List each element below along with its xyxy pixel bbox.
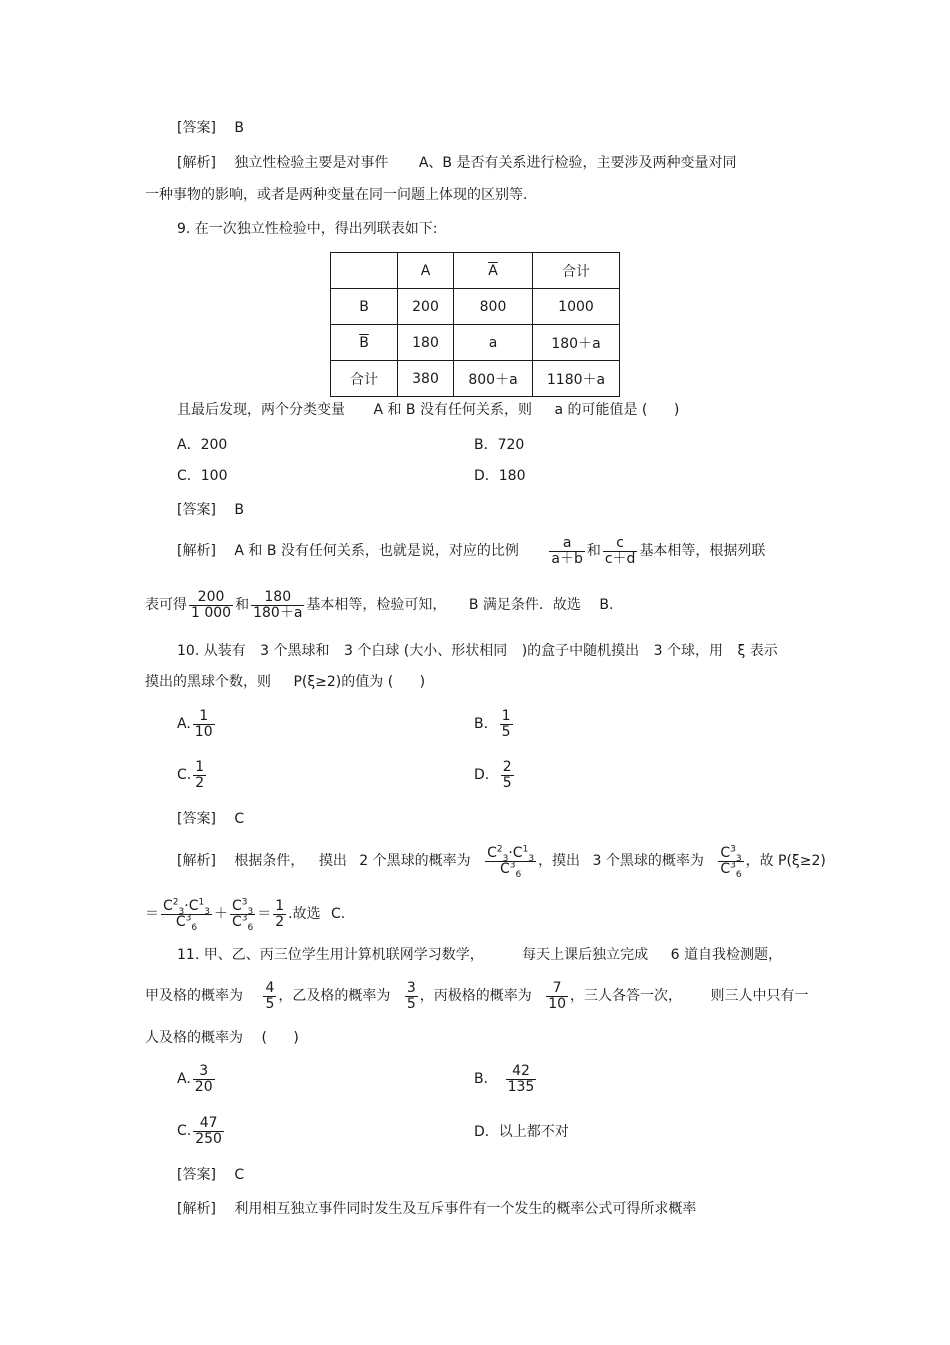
table-cell: $\overline{B}$ — [331, 325, 398, 361]
answer-label: [答案] — [177, 811, 216, 827]
explanation-text: A、B 是否有关系进行检验，主要涉及两种变量对同 — [418, 155, 737, 171]
fraction — [603, 536, 638, 567]
answer-line-9 — [177, 500, 244, 520]
fraction-numerator: 1 — [275, 897, 285, 914]
option-d: D．180 — [474, 468, 526, 484]
fraction — [549, 536, 584, 567]
option-label: A. — [177, 1071, 191, 1087]
explanation-text: 根据条件， — [234, 853, 305, 869]
stem-text: ( — [261, 1030, 267, 1046]
explanation-line-8b: 一种事物的影响，或者是两种变量在同一问题上体现的区别等. — [145, 187, 528, 203]
option-label: B． — [474, 716, 498, 732]
fraction — [506, 1064, 537, 1095]
table-cell: 1180＋a — [533, 361, 620, 397]
fraction-denominator: 250 — [195, 1130, 222, 1147]
explanation-text: 利用相互独立事件同时发生及互斥事件有一个发生的概率公式可得所求概率 — [234, 1201, 697, 1217]
fraction — [193, 709, 215, 740]
fraction-denominator: 10 — [548, 995, 567, 1012]
explanation-text: B 满足条件．故选 — [468, 597, 581, 613]
fraction-numerator: $C^2_3\cdot C^1_3$ — [487, 843, 535, 864]
explanation-text: C. — [331, 906, 346, 922]
question-10-stem-b — [145, 672, 425, 692]
combination-fraction — [718, 843, 743, 880]
stem-text: )的盒子中随机摸出 — [521, 643, 640, 659]
stem-text: ，乙及格的概率为 — [278, 988, 391, 1004]
fraction-denominator: a＋b — [551, 550, 583, 567]
fraction-denominator: 180＋a — [253, 604, 303, 621]
stem-text: ξ 表示 — [737, 643, 778, 659]
option-a — [177, 1062, 217, 1096]
answer-value: C — [234, 811, 245, 827]
ask-text: A 和 B 没有任何关系，则 — [373, 402, 532, 418]
stem-text: 11. 甲、乙、丙三位学生用计算机联网学习数学， — [177, 947, 484, 963]
table-header-row — [331, 253, 620, 289]
stem-text: ) — [419, 674, 426, 690]
fraction-denominator: c＋d — [604, 550, 636, 567]
explanation-text: 表可得 — [145, 597, 187, 613]
explanation-text: 和 — [586, 543, 601, 559]
fraction-denominator: $C^3_6$ — [231, 912, 254, 933]
question-11-stem-b — [145, 977, 808, 1015]
table-row — [331, 289, 620, 325]
explanation-text: 3 个黑球的概率为 — [592, 853, 704, 869]
fraction — [405, 981, 418, 1012]
stem-text: ) — [293, 1030, 299, 1046]
math-symbol: ＝ — [145, 906, 159, 922]
stem-text: ，丙极格的概率为 — [419, 988, 532, 1004]
ask-text: a 的可能值是 ( — [554, 402, 648, 418]
fraction-numerator: 2 — [502, 758, 512, 775]
answer-label: [答案] — [177, 1167, 216, 1183]
fraction-numerator: $C^3_3$ — [720, 843, 742, 864]
answer-line-11 — [177, 1165, 244, 1185]
explanation-text: A 和 B 没有任何关系，也就是说，对应的比例 — [234, 543, 519, 559]
fraction-numerator: a — [549, 536, 584, 552]
option-d: D．以上都不对 — [474, 1124, 569, 1140]
explanation-label: [解析] — [177, 1201, 216, 1217]
stem-text: 3 个白球 (大小、形状相同 — [343, 643, 508, 659]
fraction-denominator: 5 — [501, 723, 511, 740]
fraction-denominator: $C^3_6$ — [175, 912, 198, 933]
fraction-denominator: 10 — [194, 723, 213, 740]
option-label: C. — [177, 1123, 192, 1139]
fraction-numerator: 4 — [265, 979, 275, 996]
explanation-line-10a — [177, 842, 826, 880]
option-b — [474, 707, 515, 741]
explanation-line-8a — [177, 153, 736, 173]
explanation-text: 独立性检验主要是对事件 — [234, 155, 389, 171]
fraction-numerator: 180 — [251, 590, 304, 606]
math-symbol: ＝ — [257, 906, 272, 922]
fraction-denominator: $C^3_6$ — [720, 859, 742, 880]
fraction-denominator: 5 — [406, 995, 416, 1012]
fraction — [500, 709, 513, 740]
stem-text: 人及格的概率为 — [145, 1030, 243, 1046]
fraction-numerator: $C^3_3$ — [231, 896, 254, 917]
table-cell: B — [331, 289, 398, 325]
option-a: A．200 — [177, 437, 228, 453]
question-9-stem: 9. 在一次独立性检验中，得出列联表如下: — [177, 221, 438, 237]
answer-line-10 — [177, 809, 244, 829]
option-c — [177, 758, 208, 792]
fraction-denominator: 1 000 — [191, 604, 232, 621]
fraction-denominator: 2 — [275, 913, 285, 930]
answer-line-8 — [177, 118, 244, 138]
fraction-denominator: 20 — [194, 1078, 213, 1095]
table-cell: 800＋a — [454, 361, 533, 397]
option-d — [474, 758, 516, 792]
stem-text: P(ξ≥2)的值为 ( — [293, 674, 394, 690]
fraction-denominator: 2 — [195, 774, 205, 791]
explanation-text: 和 — [235, 597, 250, 613]
option-label: A. — [177, 716, 191, 732]
table-cell: 380 — [398, 361, 454, 397]
option-label: B． — [474, 1071, 498, 1087]
fraction-numerator: 47 — [193, 1116, 224, 1132]
explanation-text: ，故 P(ξ≥2) — [745, 853, 826, 869]
option-c: C．100 — [177, 468, 228, 484]
option-label: C. — [177, 767, 192, 783]
fraction-numerator: 42 — [506, 1064, 537, 1080]
fraction-numerator: 200 — [189, 590, 233, 606]
question-9-ask — [177, 400, 679, 420]
stem-text: 10. 从装有 — [177, 643, 246, 659]
explanation-line-11 — [177, 1199, 696, 1219]
fraction — [273, 899, 286, 930]
table-cell: 合计 — [331, 361, 398, 397]
combination-fraction — [161, 896, 212, 933]
question-11-stem-a — [177, 945, 782, 965]
ask-text: ) — [673, 402, 680, 418]
explanation-label: [解析] — [177, 853, 216, 869]
contingency-table — [330, 252, 620, 397]
fraction-numerator: 3 — [406, 979, 416, 996]
table-cell: 800 — [454, 289, 533, 325]
fraction — [193, 1116, 224, 1147]
fraction-numerator: 7 — [546, 981, 568, 997]
table-cell — [331, 253, 398, 289]
explanation-line-9a — [177, 534, 765, 568]
stem-text: 3 个球，用 — [653, 643, 723, 659]
table-cell: 180＋a — [533, 325, 620, 361]
table-cell: a — [454, 325, 533, 361]
fraction-denominator: 135 — [507, 1078, 535, 1095]
math-symbol: ＋ — [213, 906, 228, 922]
fraction-numerator: 3 — [193, 1064, 215, 1080]
ask-text: 且最后发现，两个分类变量 — [177, 402, 345, 418]
combination-fraction — [230, 896, 255, 933]
answer-label: [答案] — [177, 120, 216, 136]
explanation-text: B. — [599, 597, 614, 613]
fraction — [263, 981, 276, 1012]
table-cell: 180 — [398, 325, 454, 361]
stem-text: 3 个黑球和 — [260, 643, 330, 659]
fraction-numerator: 1 — [501, 707, 511, 724]
answer-value: C — [234, 1167, 245, 1183]
fraction — [193, 1064, 215, 1095]
explanation-text: .故选 — [288, 906, 321, 922]
table-cell: 1000 — [533, 289, 620, 325]
stem-text: 每天上课后独立完成 — [522, 947, 649, 963]
stem-text: 6 道自我检测题， — [670, 947, 782, 963]
explanation-text: ，摸出 — [538, 853, 581, 869]
fraction-numerator: 1 — [193, 709, 215, 725]
option-a — [177, 707, 217, 741]
stem-text: 甲及格的概率为 — [145, 988, 243, 1004]
question-11-stem-c — [145, 1028, 299, 1048]
fraction — [193, 760, 206, 791]
explanation-text: 基本相等，根据列联 — [639, 543, 766, 559]
fraction-denominator: 5 — [502, 774, 512, 791]
explanation-text: 基本相等，检验可知， — [306, 597, 447, 613]
answer-label: [答案] — [177, 502, 216, 518]
answer-value: B — [234, 502, 244, 518]
stem-text: ，三人各答一次， — [570, 988, 683, 1004]
fraction-numerator: $C^2_3\cdot C^1_3$ — [163, 896, 210, 917]
question-10-stem-a — [177, 641, 778, 661]
fraction — [189, 590, 233, 621]
fraction-denominator: 5 — [265, 995, 275, 1012]
explanation-label: [解析] — [177, 155, 216, 171]
option-b: B．720 — [474, 437, 525, 453]
explanation-text: 2 个黑球的概率为 — [359, 853, 471, 869]
option-label: D． — [474, 767, 499, 783]
explanation-line-9b — [145, 588, 613, 622]
table-cell: 200 — [398, 289, 454, 325]
fraction-numerator: 1 — [195, 758, 205, 775]
explanation-text: 摸出 — [318, 853, 347, 869]
table-cell: $\overline{A}$ — [454, 253, 533, 289]
combination-fraction — [485, 843, 536, 880]
fraction-denominator: $C^3_6$ — [499, 859, 522, 880]
fraction — [251, 590, 304, 621]
table-cell: 合计 — [533, 253, 620, 289]
fraction — [546, 981, 568, 1012]
answer-value: B — [234, 120, 244, 136]
fraction-numerator: c — [603, 536, 638, 552]
stem-text: 则三人中只有一 — [710, 988, 809, 1004]
explanation-line-10b — [145, 895, 345, 933]
table-row — [331, 361, 620, 397]
option-c — [177, 1114, 226, 1148]
fraction — [501, 760, 514, 791]
table-row — [331, 325, 620, 361]
table-cell: A — [398, 253, 454, 289]
option-b — [474, 1062, 538, 1096]
stem-text: 摸出的黑球个数，则 — [145, 674, 271, 690]
explanation-label: [解析] — [177, 543, 216, 559]
